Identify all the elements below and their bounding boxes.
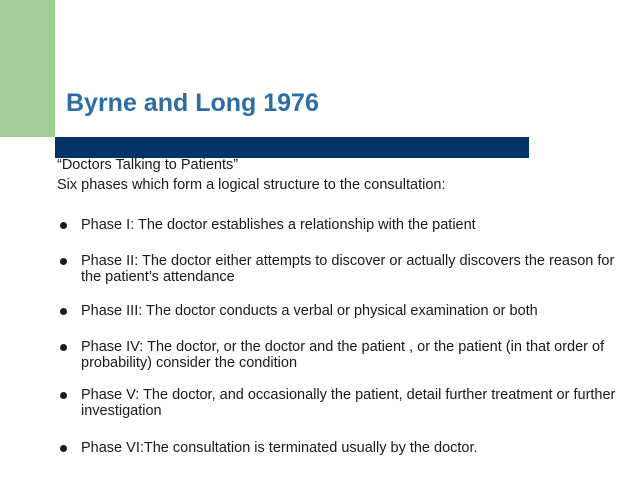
phase-item-2 [57,253,627,285]
bullet-icon [60,344,67,351]
phase-item-3 [57,303,627,319]
bullet-icon [60,222,67,229]
phase-text: Phase I: The doctor establishes a relationship with the patient [81,217,476,233]
phase-item-6 [57,440,627,456]
phase-item-1 [57,217,627,233]
bullet-icon [60,445,67,452]
phase-item-5 [57,387,627,419]
slide-intro: Six phases which form a logical structure to the consultation: [57,177,446,193]
phase-item-4 [57,339,627,371]
bullet-icon [60,258,67,265]
slide-subtitle: “Doctors Talking to Patients” [57,157,239,173]
phase-text: Phase III: The doctor conducts a verbal or physical examination or both [81,303,538,319]
bullet-icon [60,308,67,315]
slide-title: Byrne and Long 1976 [66,89,319,117]
phase-text: Phase V: The doctor, and occasionally the patient, detail further treatment or further investigation [81,387,616,419]
phase-text: Phase II: The doctor either attempts to discover or actually discovers the reason for the patient’s attendance [81,253,615,285]
phase-text: Phase VI:The consultation is terminated usually by the doctor. [81,440,478,456]
title-rule-bar [55,137,529,158]
phase-text: Phase IV: The doctor, or the doctor and the patient , or the patient (in that order of probability) consider the condition [81,339,605,371]
bullet-icon [60,392,67,399]
